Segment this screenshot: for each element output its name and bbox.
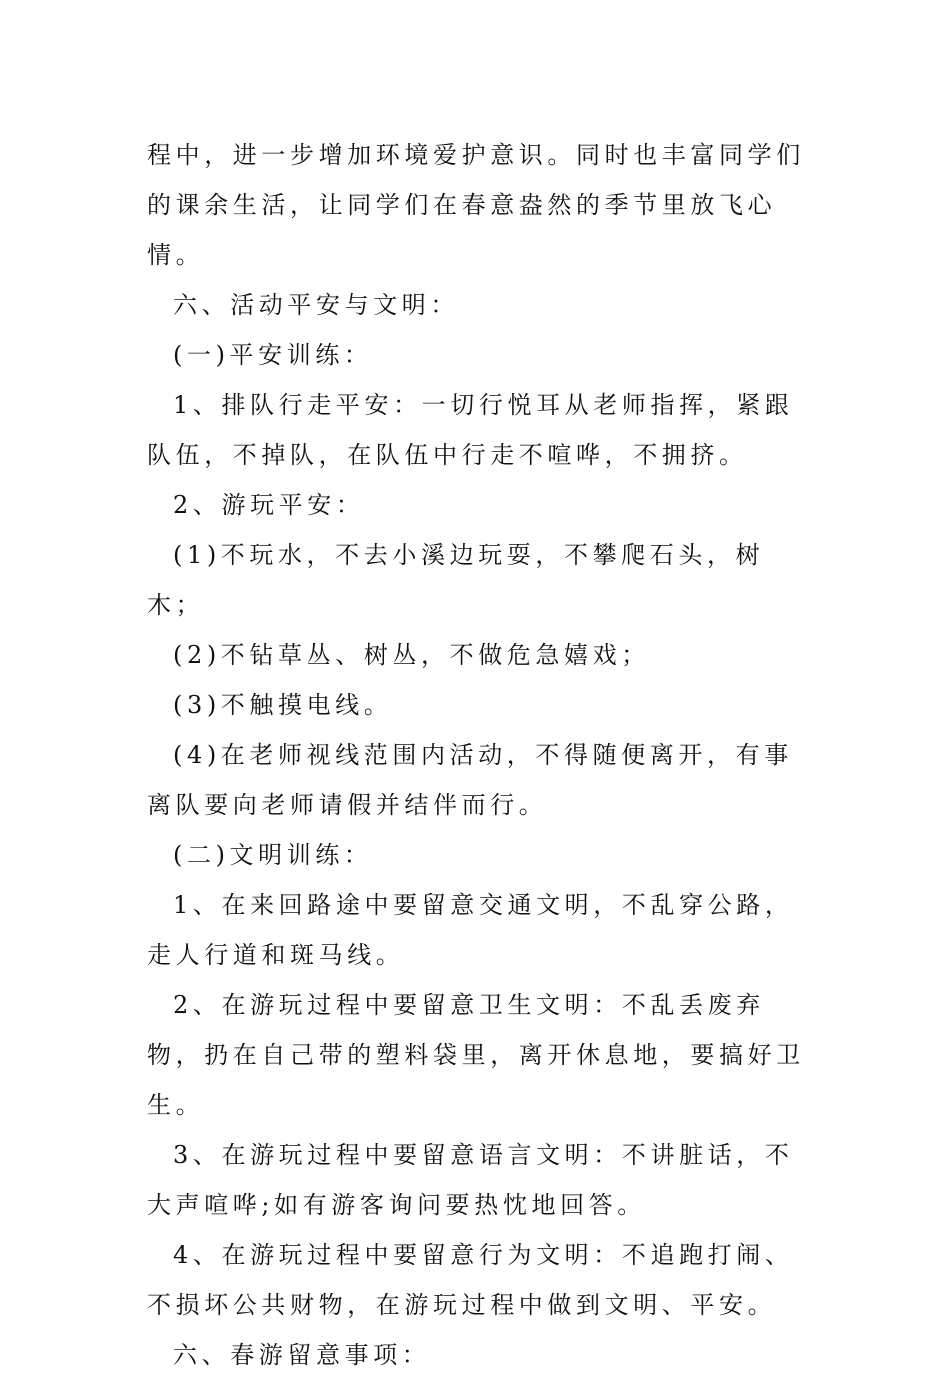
document-body: [147, 130, 807, 1380]
subsection-heading-safety-training: (一)平安训练：: [173, 341, 373, 369]
list-item-queue-safety: 1、排队行走平安：一切行悦耳从老师指挥，紧跟队伍，不掉队，在队伍中行走不喧哗，不拥挤。: [147, 391, 794, 469]
sub-item-no-wires: (3)不触摸电线。: [173, 691, 393, 719]
sub-item-stay-in-sight: (4)在老师视线范围内活动，不得随便离开，有事离队要向老师请假并结伴而行。: [147, 741, 793, 819]
paragraph-continuation: 程中，进一步增加环境爱护意识。同时也丰富同学们的课余生活，让同学们在春意盎然的季节里放飞心情。: [147, 141, 805, 269]
list-item-traffic-civility: 1、在来回路途中要留意交通文明，不乱穿公路，走人行道和斑马线。: [147, 891, 794, 969]
sub-item-no-bushes: (2)不钻草丛、树丛，不做危急嬉戏；: [173, 641, 650, 669]
list-item-language-civility: 3、在游玩过程中要留意语言文明：不讲脏话，不大声喧哗;如有游客询问要热忱地回答。: [147, 1141, 794, 1219]
section-heading-trip-notes: 六、春游留意事项：: [173, 1341, 431, 1369]
list-item-hygiene-civility: 2、在游玩过程中要留意卫生文明：不乱丢废弃物，扔在自己带的塑料袋里，离开休息地，要搞好卫生。: [147, 991, 805, 1119]
subsection-heading-civility-training: (二)文明训练：: [173, 841, 373, 869]
section-heading-safety-civility: 六、活动平安与文明：: [173, 291, 459, 319]
list-item-behavior-civility: 4、在游玩过程中要留意行为文明：不追跑打闹、不损坏公共财物，在游玩过程中做到文明、平安。: [147, 1241, 794, 1319]
sub-item-no-water: (1)不玩水，不去小溪边玩耍，不攀爬石头，树木；: [147, 541, 765, 619]
list-item-play-safety: 2、游玩平安：: [173, 491, 365, 519]
